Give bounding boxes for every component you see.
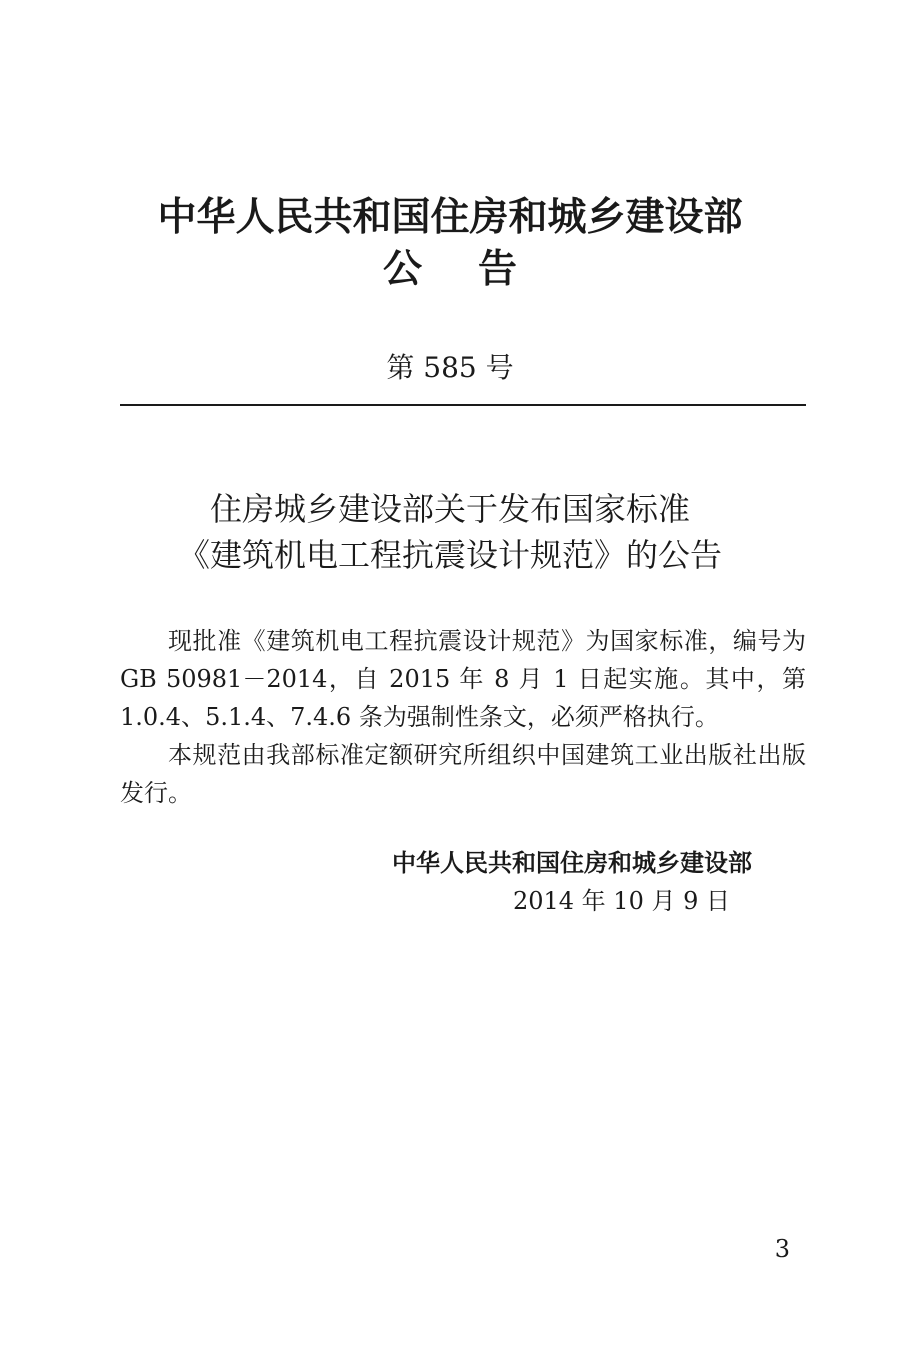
page-number: 3 [774,1235,790,1263]
notice-body [120,622,806,812]
notice-title: 公告 [382,247,573,292]
notice-subject [0,486,900,578]
body-paragraph-1: 现批准《建筑机电工程抗震设计规范》为国家标准，编号为 GB 50981－2014，自 2015 年 8 月 1 日起实施。其中，第 1.0.4、5.1.4、7.4.6 条为强制性条文，必须严格执行。 [120,627,806,731]
issuer-title: 中华人民共和国住房和城乡建设部 [157,195,743,240]
header-divider [120,404,806,406]
signature-issuer: 中华人民共和国住房和城乡建设部 [392,849,752,877]
subject-line-2: 《建筑机电工程抗震设计规范》的公告 [177,536,722,574]
signature-date: 2014 年 10 月 9 日 [512,887,730,915]
document-number: 第 585 号 [386,351,514,384]
subject-line-1: 住房城乡建设部关于发布国家标准 [209,490,690,528]
body-paragraph-2: 本规范由我部标准定额研究所组织中国建筑工业出版社出版发行。 [120,741,806,807]
